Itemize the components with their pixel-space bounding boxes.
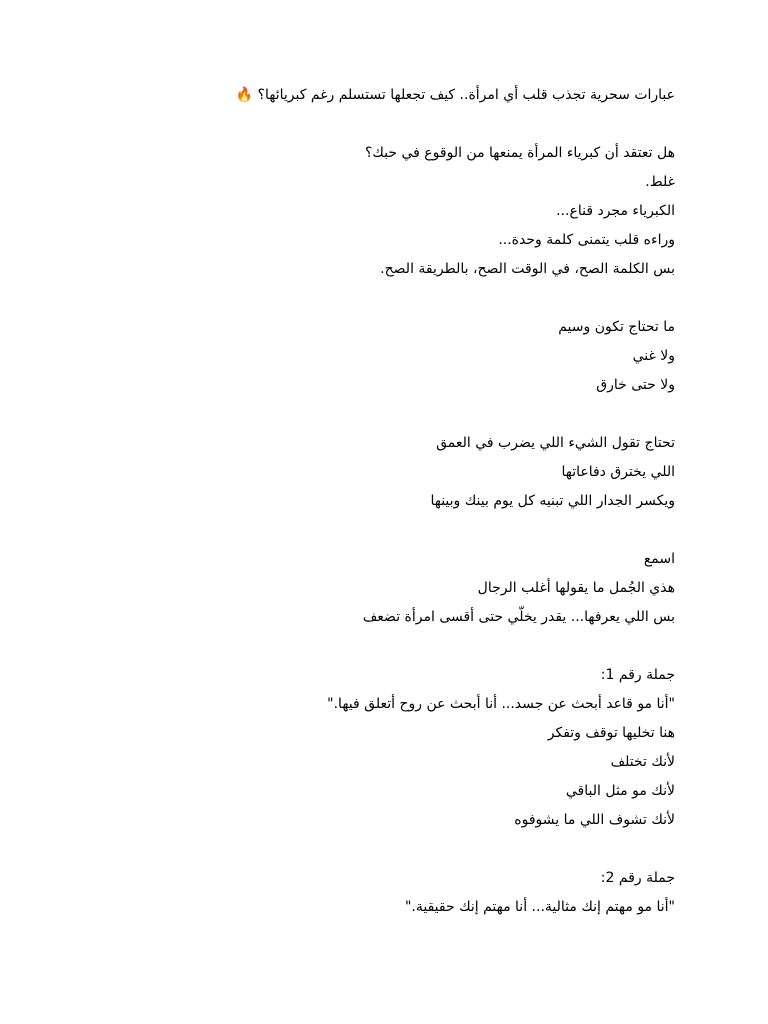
document-body — [175, 81, 675, 922]
blank-line — [175, 110, 675, 139]
section-heading: جملة رقم 1: — [600, 667, 675, 683]
blank-line — [175, 284, 675, 313]
quote-line: "أنا مو مهتم إنك مثالية... أنا مهتم إنك حقيقية." — [404, 899, 675, 915]
text-line: هل تعتقد أن كبرياء المرأة يمنعها من الوقوع في حبك؟ — [364, 145, 675, 161]
text-line: ويكسر الجدار اللي تبنيه كل يوم بينك وبينها — [430, 493, 675, 509]
text-line: لأنك تشوف اللي ما يشوفوه — [514, 812, 675, 828]
text-line: اللي يخترق دفاعاتها — [561, 464, 675, 480]
text-line: غلط. — [645, 174, 675, 190]
blank-line — [175, 632, 675, 661]
document-title: عبارات سحرية تجذب قلب أي امرأة.. كيف تجعلها تستسلم رغم كبريائها؟ 🔥 — [235, 87, 675, 103]
text-line: هنا تخليها توقف وتفكر — [547, 725, 675, 741]
blank-line — [175, 835, 675, 864]
text-line: ولا غني — [632, 348, 675, 364]
text-line: اسمع — [643, 551, 675, 567]
text-line: ولا حتى خارق — [596, 377, 675, 393]
text-line: وراءه قلب يتمنى كلمة وحدة... — [498, 232, 675, 248]
text-line: بس الكلمة الصح، في الوقت الصح، بالطريقة الصح. — [380, 261, 675, 277]
text-line: الكبرياء مجرد قناع... — [556, 203, 675, 219]
section-heading: جملة رقم 2: — [600, 870, 675, 886]
blank-line — [175, 516, 675, 545]
text-line: هذي الجُمل ما يقولها أغلب الرجال — [477, 580, 675, 596]
quote-line: "أنا مو قاعد أبحث عن جسد... أنا أبحث عن روح أتعلق فيها." — [327, 696, 675, 712]
text-line: تحتاج تقول الشيء اللي يضرب في العمق — [436, 435, 675, 451]
text-line: ما تحتاج تكون وسيم — [558, 319, 675, 335]
text-line: لأنك تختلف — [610, 754, 675, 770]
text-line: لأنك مو مثل الباقي — [565, 783, 675, 799]
blank-line — [175, 400, 675, 429]
text-line: بس اللي يعرفها... يقدر يخلّي حتى أقسى امرأة تضعف — [362, 609, 675, 625]
